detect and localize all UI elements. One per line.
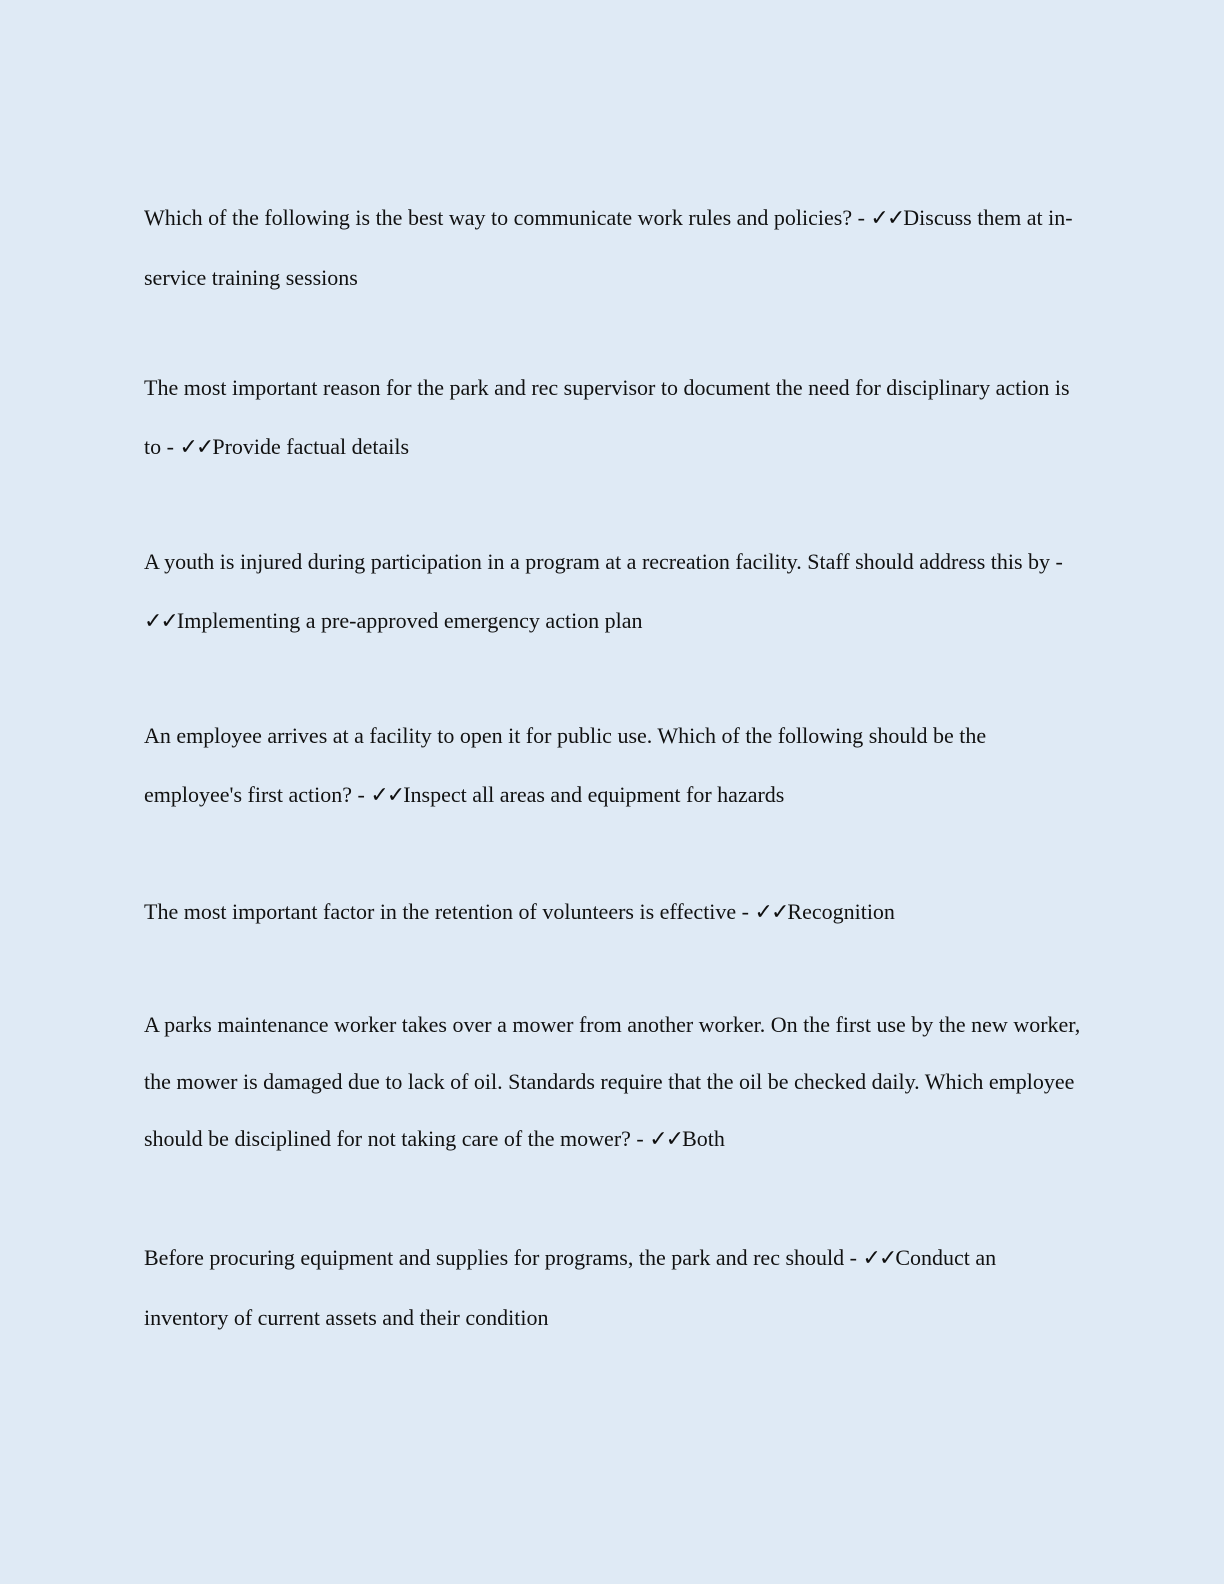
- qa-item: [144, 996, 1084, 1168]
- double-check-icon: ✓✓: [179, 435, 213, 460]
- qa-item: [144, 532, 1084, 651]
- double-check-icon: ✓✓: [862, 1246, 896, 1271]
- double-check-icon: ✓✓: [649, 1127, 683, 1152]
- qa-item: [144, 1228, 1084, 1347]
- qa-item: [144, 706, 1084, 825]
- answer-text: Recognition: [787, 899, 895, 924]
- answer-text: Conduct an inventory of current assets and their condition: [144, 1245, 997, 1330]
- answer-text: Implementing a pre-approved emergency action plan: [176, 608, 643, 633]
- answer-text: Inspect all areas and equipment for hazards: [403, 782, 785, 807]
- question-text: The most important reason for the park and rec supervisor to document the need for disciplinary action is to -: [144, 375, 1070, 459]
- qa-item: [144, 882, 1084, 942]
- qa-item: [144, 188, 1084, 307]
- question-text: The most important factor in the retention of volunteers is effective -: [144, 899, 750, 924]
- question-text: A parks maintenance worker takes over a mower from another worker. On the first use by the new worker, the mower is damaged due to lack of oil. Standards require that the oil be checked daily. Which employee should be disciplined for not taking care of the mower? -: [144, 1012, 1081, 1151]
- answer-text: Discuss them at in-service training sessions: [144, 205, 1073, 290]
- question-text: A youth is injured during participation in a program at a recreation facility. Staff should address this by -: [144, 549, 1063, 574]
- double-check-icon: ✓✓: [870, 206, 904, 231]
- double-check-icon: ✓✓: [754, 900, 788, 925]
- double-check-icon: ✓✓: [144, 609, 177, 634]
- question-text: Before procuring equipment and supplies for programs, the park and rec should -: [144, 1245, 857, 1270]
- answer-text: Both: [682, 1126, 725, 1151]
- double-check-icon: ✓✓: [370, 783, 404, 808]
- question-text: Which of the following is the best way to communicate work rules and policies? -: [144, 205, 865, 230]
- question-text: An employee arrives at a facility to open it for public use. Which of the following should be the employee's first action? -: [144, 723, 987, 807]
- answer-text: Provide factual details: [212, 434, 410, 459]
- qa-item: [144, 358, 1084, 477]
